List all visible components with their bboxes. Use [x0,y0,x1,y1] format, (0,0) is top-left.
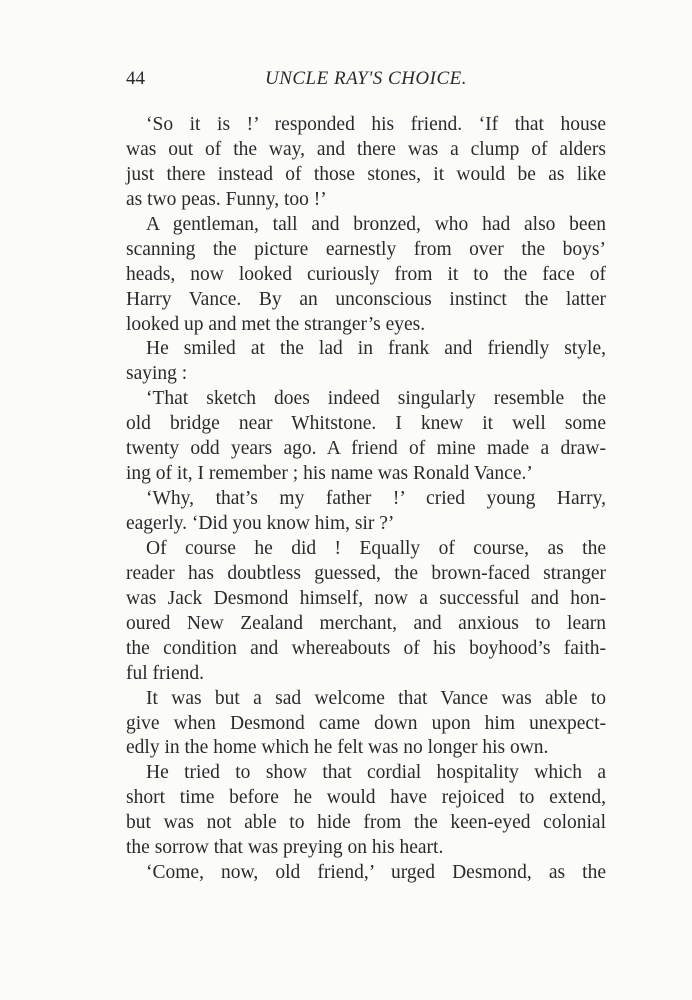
text-line: edly in the home which he felt was no longer his own. [126,737,549,759]
text-line: ing of it, I remember ; his name was Ronald Vance.’ [126,463,533,485]
page-body-text [126,112,606,885]
text-line: ‘Why, that’s my father !’ cried young Harry, [146,488,606,510]
text-line: Harry Vance. By an unconscious instinct the latter [126,288,606,310]
text-line: as two peas. Funny, too !’ [126,188,327,210]
page-number: 44 [126,68,145,89]
text-line: the sorrow that was preying on his heart. [126,837,444,859]
text-line: looked up and met the stranger’s eyes. [126,313,426,335]
running-title: UNCLE RAY'S CHOICE. [264,68,467,89]
text-line: He tried to show that cordial hospitality which a [146,762,606,784]
text-line: was out of the way, and there was a clump of alders [126,138,606,160]
text-line: Of course he did ! Equally of course, as the [146,537,606,559]
text-line: was Jack Desmond himself, now a successful and hon- [126,587,606,609]
text-line: give when Desmond came down upon him unexpect- [126,712,606,734]
text-line: reader has doubtless guessed, the brown-faced stranger [126,562,606,584]
text-line: old bridge near Whitstone. I knew it well some [126,413,606,435]
text-line: just there instead of those stones, it would be as like [126,163,606,185]
text-line: but was not able to hide from the keen-eyed colonial [126,812,606,834]
text-line: A gentleman, tall and bronzed, who had also been [146,213,606,235]
text-line: twenty odd years ago. A friend of mine made a draw- [126,438,606,460]
text-line: short time before he would have rejoiced to extend, [126,787,606,809]
text-line: heads, now looked curiously from it to the face of [126,263,606,285]
text-line: ‘So it is !’ responded his friend. ‘If that house [146,114,606,135]
text-line: ‘That sketch does indeed singularly resemble the [146,388,606,410]
text-line: ‘Come, now, old friend,’ urged Desmond, as the [146,862,606,884]
running-header [126,68,606,94]
text-line: the condition and whereabouts of his boyhood’s faith- [126,637,606,659]
text-line: ful friend. [126,662,204,684]
text-line: It was but a sad welcome that Vance was able to [146,687,606,709]
text-line: eagerly. ‘Did you know him, sir ?’ [126,513,395,534]
text-line: oured New Zealand merchant, and anxious to learn [126,612,606,634]
text-line: saying : [126,363,188,385]
text-line: He smiled at the lad in frank and friendly style, [146,338,606,360]
text-line: scanning the picture earnestly from over the boys’ [126,238,606,260]
